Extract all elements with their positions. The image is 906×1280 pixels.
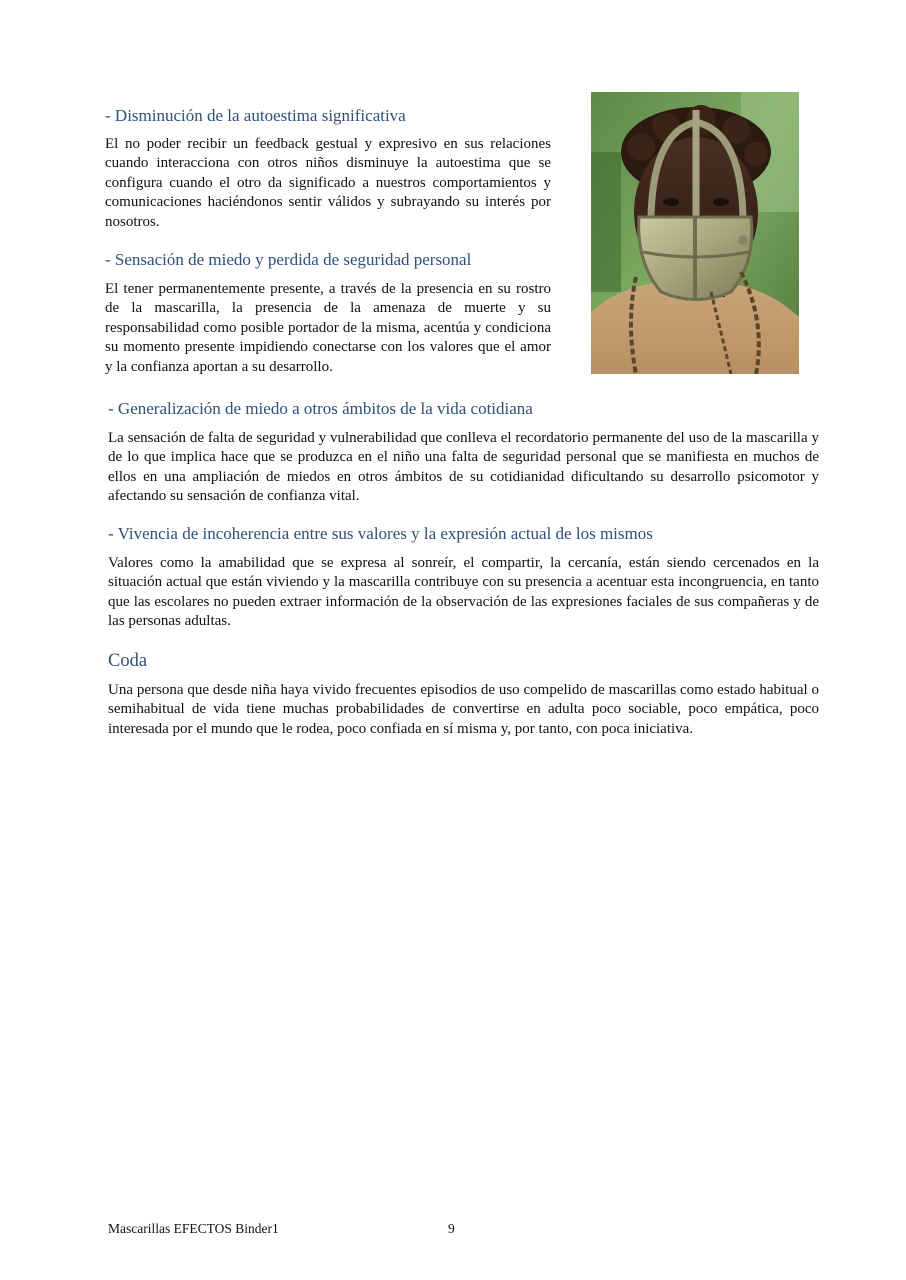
section-heading-autoestima: - Disminución de la autoestima significativa (105, 106, 406, 125)
photo-of-person-wearing-metal-mask (591, 92, 799, 374)
section-body-miedo-seguridad: El tener permanentemente presente, a través de la presencia en su rostro de la mascarilla, la presencia de la amenaza de muerte y su responsabilidad como posible portador de la misma, acentúa y condiciona su momento presente impidiendo conectarse con los valores que el amor y la confianza aportan a su desarrollo. (105, 281, 551, 375)
section-heading-miedo-seguridad: - Sensación de miedo y perdida de seguridad personal (105, 250, 472, 269)
section-body-generalizacion-miedo: La sensación de falta de seguridad y vulnerabilidad que conlleva el recordatorio permanente del uso de la mascarilla y de lo que implica hace que se produzca en el niño una falta de seguridad personal que se manifiesta en muchos de ellos en una ampliación de miedos en otros ámbitos de su cotidianidad dificultando su desarrollo psicomotor y afectando su sensación de confianza vital. (108, 430, 819, 505)
section-heading-incoherencia-valores: - Vivencia de incoherencia entre sus valores y la expresión actual de los mismos (108, 524, 653, 543)
section-heading-coda: Coda (108, 651, 148, 671)
footer-page-number: 9 (448, 1221, 455, 1236)
footer-document-name: Mascarillas EFECTOS Binder1 (108, 1221, 279, 1236)
section-body-incoherencia-valores: Valores como la amabilidad que se expresa al sonreír, el compartir, la cercanía, están siendo cercenados en la situación actual que están viviendo y la mascarilla contribuye con su presencia a acentuar esta incongruencia, en tanto que las escolares no pueden extraer información de la observación de las expresiones faciales de sus compañeras y de las personas adultas. (108, 555, 819, 630)
section-body-coda: Una persona que desde niña haya vivido frecuentes episodios de uso compelido de mascarillas como estado habitual o semihabitual de vida tiene muchas probabilidades de convertirse en adulta poco sociable, poco empática, poco interesada por el mundo que le rodea, poco confiada en sí misma y, por tanto, con poca iniciativa. (108, 682, 819, 737)
section-heading-generalizacion-miedo: - Generalización de miedo a otros ámbitos de la vida cotidiana (108, 399, 533, 418)
section-body-autoestima: El no poder recibir un feedback gestual y expresivo en sus relaciones cuando interacciona con otros niños disminuye la autoestima que se configura cuando el otro da significado a nuestros comportamientos y comunicaciones haciéndonos sentir válidos y subrayando su interés por nosotros. (105, 136, 551, 230)
